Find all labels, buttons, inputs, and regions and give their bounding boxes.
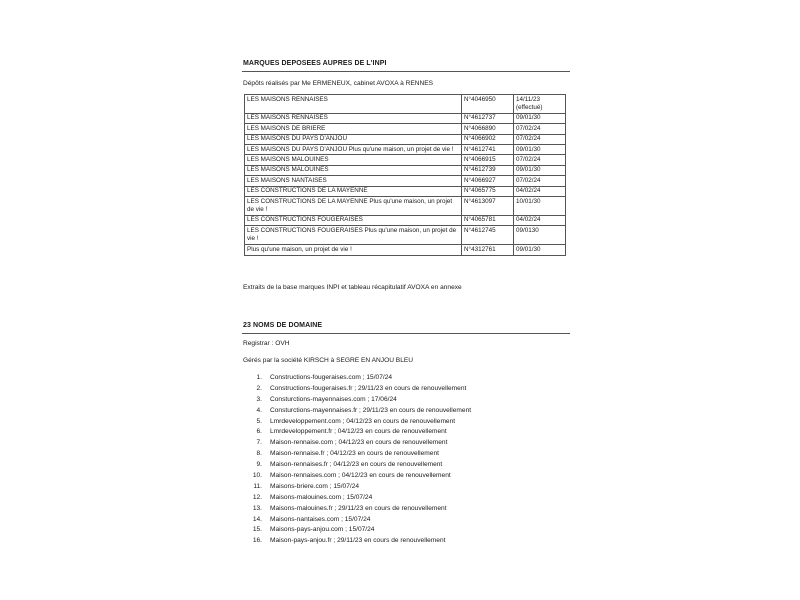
list-item <box>242 536 471 547</box>
trademark-number: N°4066915 <box>462 155 514 165</box>
trademark-name: LES MAISONS NANTAISES <box>245 176 462 186</box>
table-row <box>245 197 566 216</box>
table-row <box>245 155 566 165</box>
domain-entry: Maison-pays-anjou.fr ; 29/11/23 en cours de renouvellement <box>270 537 446 545</box>
trademark-date: 10/01/30 <box>514 197 566 216</box>
list-item-number: 9. <box>256 461 262 469</box>
trademark-name: LES MAISONS DE BRIERE <box>245 124 462 134</box>
list-item-number: 8. <box>256 450 262 458</box>
trademark-number: N°4065775 <box>462 186 514 196</box>
domain-entry: Constructions-fougeraises.fr ; 29/11/23 en cours de renouvellement <box>270 384 467 392</box>
list-item <box>242 504 471 515</box>
table-row <box>245 186 566 196</box>
domain-entry: Maisons-pays-anjou.com ; 15/07/24 <box>270 526 375 534</box>
list-item <box>242 482 471 493</box>
table-row <box>245 176 566 186</box>
trademark-number: N°4612737 <box>462 113 514 123</box>
trademark-date: 07/02/24 <box>514 124 566 134</box>
trademark-date: 09/01/30 <box>514 245 566 255</box>
list-item-number: 5. <box>256 417 262 425</box>
trademark-number: N°4612745 <box>462 226 514 245</box>
domain-entry: Consturctions-mayennaises.com ; 17/06/24 <box>270 395 397 403</box>
table-row <box>245 124 566 134</box>
list-item <box>242 406 471 417</box>
domain-entry: Maison-rennaises.com ; 04/12/23 en cours de renouvellement <box>270 472 451 480</box>
trademark-name: LES CONSTRUCTIONS DE LA MAYENNE <box>245 186 462 196</box>
trademark-date: 09/01/30 <box>514 165 566 175</box>
domain-entry: Maisons-briere.com ; 15/07/24 <box>270 482 360 490</box>
list-item <box>242 515 471 526</box>
trademark-number: N°4312761 <box>462 245 514 255</box>
section-title-marques: MARQUES DEPOSEES AUPRES DE L'INPI <box>243 60 387 67</box>
trademark-date: 09/01/30 <box>514 145 566 155</box>
trademark-number: N°4612739 <box>462 165 514 175</box>
list-item-number: 10. <box>252 472 262 480</box>
domain-list <box>242 373 471 547</box>
domain-entry: Maisons-malouines.com ; 15/07/24 <box>270 493 373 501</box>
list-item-number: 11. <box>253 482 262 490</box>
list-item <box>242 460 471 471</box>
trademark-number: N°4046950 <box>462 95 514 114</box>
trademark-date: 07/02/24 <box>514 134 566 144</box>
trademark-name: LES MAISONS RENNAISES <box>245 95 462 114</box>
trademark-date: 09/01/30 <box>514 113 566 123</box>
list-item-number: 6. <box>256 428 262 436</box>
list-item <box>242 384 471 395</box>
table-row <box>245 226 566 245</box>
trademark-name: LES MAISONS DU PAYS D'ANJOU <box>245 134 462 144</box>
list-item <box>242 493 471 504</box>
list-item-number: 15. <box>252 526 262 534</box>
list-item-number: 2. <box>256 384 262 392</box>
table-row <box>245 113 566 123</box>
table-row <box>245 215 566 225</box>
trademark-number: N°4613097 <box>462 197 514 216</box>
list-item-number: 1. <box>256 374 262 381</box>
managed-by-line: Gérés par la société KIRSCH à SEGRE EN ANJOU BLEU <box>243 357 414 364</box>
domain-entry: Constructions-fougeraises.com ; 15/07/24 <box>270 374 393 381</box>
trademark-date: 09/0130 <box>514 226 566 245</box>
domain-entry: Maisons-nantaises.com ; 15/07/24 <box>270 515 371 523</box>
trademark-number: N°4066890 <box>462 124 514 134</box>
trademark-name: LES MAISONS RENNAISES <box>245 113 462 123</box>
list-item <box>242 395 471 406</box>
trademark-date: 07/02/24 <box>514 176 566 186</box>
table-row <box>245 245 566 255</box>
trademark-number: N°4065781 <box>462 215 514 225</box>
trademark-name: Plus qu'une maison, un projet de vie ! <box>245 245 462 255</box>
trademark-number: N°4066902 <box>462 134 514 144</box>
list-item-number: 7. <box>256 439 262 447</box>
section-rule <box>242 71 570 72</box>
trademark-number: N°4066927 <box>462 176 514 186</box>
table-row <box>245 134 566 144</box>
list-item-number: 12. <box>252 493 262 501</box>
trademark-date: 07/02/24 <box>514 155 566 165</box>
list-item-number: 4. <box>256 406 262 414</box>
list-item <box>242 417 471 428</box>
registrar-line: Registrar : OVH <box>243 340 290 347</box>
trademark-name: LES CONSTRUCTIONS FOUGERAISES <box>245 215 462 225</box>
domain-entry: Maison-rennaise.com ; 04/12/23 en cours de renouvellement <box>270 439 448 447</box>
trademark-number: N°4612741 <box>462 145 514 155</box>
table-row <box>245 145 566 155</box>
list-item <box>242 449 471 460</box>
trademark-name: LES MAISONS MALOUINES <box>245 165 462 175</box>
trademark-name: LES MAISONS DU PAYS D'ANJOU Plus qu'une maison, un projet de vie ! <box>245 145 462 155</box>
list-item <box>242 471 471 482</box>
trademark-date: 04/02/24 <box>514 215 566 225</box>
list-item <box>242 427 471 438</box>
domain-entry: Lmrdeveloppement.com ; 04/12/23 en cours de renouvellement <box>270 417 456 425</box>
domain-entry: Maisons-malouines.fr ; 29/11/23 en cours de renouvellement <box>270 504 447 512</box>
list-item <box>242 525 471 536</box>
list-item <box>242 373 471 384</box>
table-row <box>245 95 566 114</box>
list-item-number: 16. <box>252 537 262 545</box>
trademark-name: LES MAISONS MALOUINES <box>245 155 462 165</box>
domain-entry: Maison-rennaises.fr ; 04/12/23 en cours de renouvellement <box>270 461 443 469</box>
domain-entry: Maison-rennaise.fr ; 04/12/23 en cours de renouvellement <box>270 450 439 458</box>
list-item <box>242 438 471 449</box>
list-item-number: 14. <box>252 515 262 523</box>
section-title-domaines: 23 NOMS DE DOMAINE <box>243 322 323 329</box>
trademarks-table <box>244 94 566 256</box>
deposits-intro: Dépôts réalisés par Me ERMENEUX, cabinet AVOXA à RENNES <box>243 80 434 87</box>
list-item-number: 3. <box>256 395 262 403</box>
domain-entry: Consturctions-mayennaises.fr ; 29/11/23 en cours de renouvellement <box>270 406 472 414</box>
trademark-date: 14/11/23 (effectué) <box>514 95 566 114</box>
section-rule <box>242 333 570 334</box>
trademark-name: LES CONSTRUCTIONS DE LA MAYENNE Plus qu'une maison, un projet de vie ! <box>245 197 462 216</box>
domain-entry: Lmrdeveloppement.fr ; 04/12/23 en cours de renouvellement <box>270 428 447 436</box>
trademark-date: 04/02/24 <box>514 186 566 196</box>
list-item-number: 13. <box>252 504 262 512</box>
extract-note: Extraits de la base marques INPI et tableau récapitulatif AVOXA en annexe <box>243 284 462 291</box>
trademark-name: LES CONSTRUCTIONS FOUGERAISES Plus qu'une maison, un projet de vie ! <box>245 226 462 245</box>
table-row <box>245 165 566 175</box>
